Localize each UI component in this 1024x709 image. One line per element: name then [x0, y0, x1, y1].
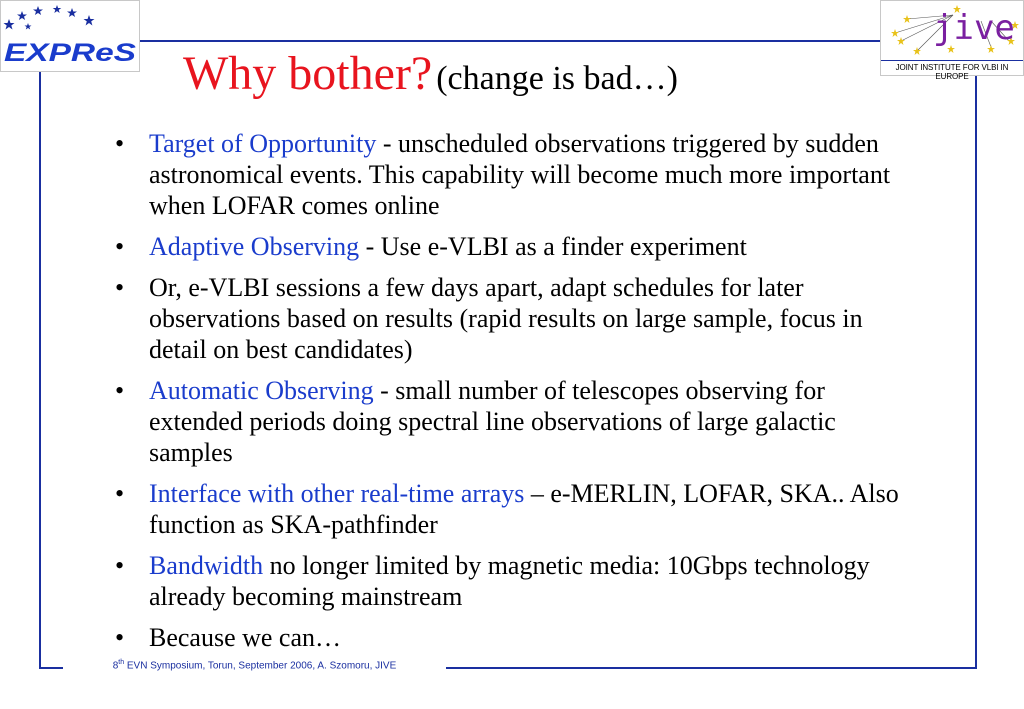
expres-logo-graphic [1, 1, 139, 71]
bullet-item [112, 375, 902, 468]
frame-bottom-right-line [446, 667, 977, 669]
bullet-dot-icon: • [115, 479, 125, 508]
bullet-dot-icon: • [115, 376, 125, 405]
slide-footer [63, 659, 446, 671]
bullet-dot-icon: • [115, 273, 125, 302]
jive-logo-graphic [881, 1, 1023, 59]
bullet-dot-icon: • [115, 232, 125, 261]
bullet-item [112, 550, 902, 612]
bullet-text: - small number of telescopes observing for extended periods doing spectral line observations of large galactic samples [149, 376, 836, 467]
bullet-highlight: Adaptive Observing [149, 232, 360, 261]
bullet-text: no longer limited by magnetic media: 10Gbps technology already becoming mainstream [149, 551, 870, 611]
slide-title [183, 46, 678, 101]
frame-top-line [140, 40, 880, 42]
frame-left-line [39, 72, 41, 669]
bullet-text: - Use e-VLBI as a finder experiment [359, 232, 747, 261]
bullet-list [112, 128, 902, 663]
bullet-item [112, 272, 902, 365]
bullet-item [112, 231, 902, 262]
bullet-highlight: Bandwidth [149, 551, 264, 580]
bullet-highlight: Interface with other real-time arrays [149, 479, 525, 508]
bullet-text: Or, e-VLBI sessions a few days apart, adapt schedules for later observations based on results (rapid results on large sample, focus in detail on best candidates) [149, 273, 863, 364]
footer-text: EVN Symposium, Torun, September 2006, A. Szomoru, JIVE [124, 660, 397, 672]
footer-ordinal-suffix: th [118, 659, 125, 666]
bullet-item [112, 478, 902, 540]
bullet-dot-icon: • [115, 129, 125, 158]
bullet-text: – e-MERLIN, LOFAR, SKA.. Also function as SKA-pathfinder [149, 479, 899, 539]
bullet-item [112, 128, 902, 221]
bullet-dot-icon: • [115, 551, 125, 580]
svg-text:jive: jive [933, 8, 1015, 48]
bullet-dot-icon: • [115, 623, 125, 652]
expres-logo [0, 0, 140, 72]
svg-text:EXPReS: EXPReS [4, 39, 137, 67]
jive-logo [880, 0, 1024, 81]
title-subtitle: (change is bad…) [436, 60, 678, 97]
title-main: Why bother? [183, 47, 433, 100]
bullet-text: - unscheduled observations triggered by sudden astronomical events. This capability will become much more important when LOFAR comes online [149, 129, 891, 220]
jive-caption: JOINT INSTITUTE FOR VLBI IN EUROPE [881, 60, 1023, 81]
frame-right-line [975, 76, 977, 669]
footer-ordinal: 8 [112, 660, 119, 672]
bullet-highlight: Target of Opportunity [149, 129, 377, 158]
frame-bottom-left-line [39, 667, 63, 669]
bullet-highlight: Automatic Observing [149, 376, 374, 405]
bullet-item [112, 622, 902, 653]
bullet-text: Because we can… [149, 623, 342, 652]
